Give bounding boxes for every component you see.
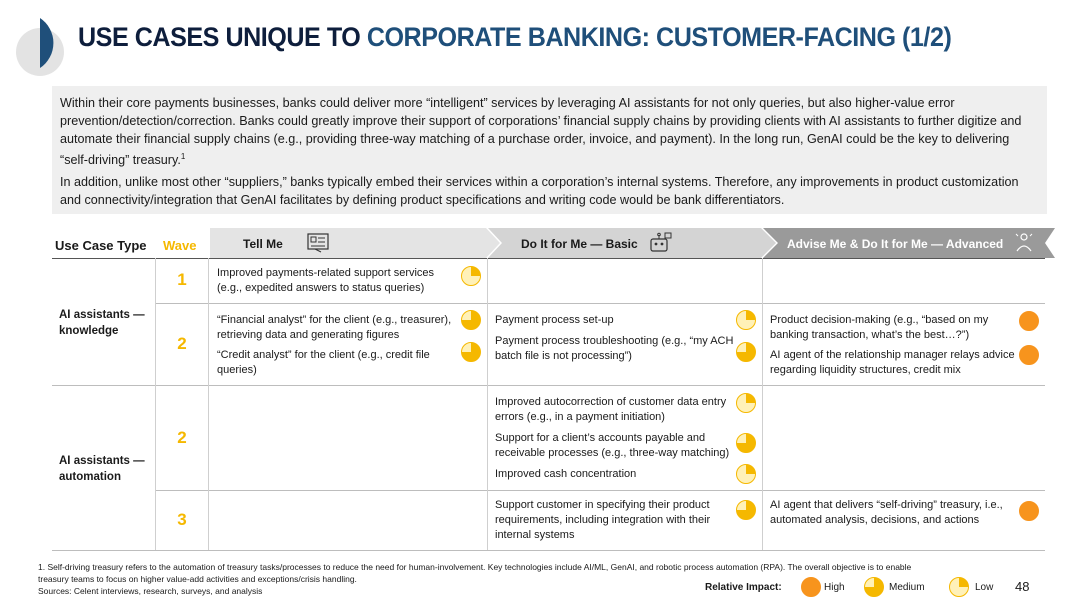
sources-line: Sources: Celent interviews, research, surveys, and analysis — [38, 586, 263, 596]
use-case-text: Payment process set-up — [495, 314, 614, 326]
use-case-text: Improved autocorrection of customer data entry errors (e.g., in a payment initiation) — [495, 396, 727, 423]
page-number: 48 — [1015, 579, 1030, 594]
use-case-text: “Credit analyst” for the client (e.g., credit file queries) — [217, 349, 430, 376]
impact-high-icon — [1018, 500, 1040, 527]
intro-paragraph-2: In addition, unlike most other “suppliers,” banks typically embed their services within a corporation’s internal systems. Therefore, any improvements in product customization and connectivity/integration that GenAI facilitates by defining product specifications and writing code would be bank differentiators. — [60, 175, 1019, 208]
title-prefix: USE CASES UNIQUE TO — [78, 22, 367, 52]
wave-header: Wave — [163, 238, 197, 253]
use-case-text: Support for a client’s accounts payable and receivable processes (e.g., three-way matching) — [495, 432, 730, 459]
wave-number: 2 — [177, 334, 187, 353]
impact-high-icon — [1018, 344, 1040, 371]
use-case-text: Improved payments-related support services (e.g., expedited answers to status queries) — [217, 267, 435, 294]
legend-high-icon — [800, 576, 822, 603]
impact-medium-icon — [735, 499, 757, 526]
column-header-advise-advanced: Advise Me & Do It for Me — Advanced — [787, 237, 1004, 251]
group-label-knowledge: AI assistants — knowledge — [59, 309, 145, 337]
person-idea-icon — [1013, 231, 1035, 258]
impact-low-icon — [460, 265, 482, 292]
use-case-text: “Financial analyst” for the client (e.g., treasurer), retrieving data and generating figures — [217, 314, 452, 341]
robot-icon — [648, 232, 672, 259]
column-divider — [487, 258, 488, 550]
impact-medium-icon — [735, 341, 757, 368]
intro-box — [52, 86, 1047, 214]
use-case-text: Improved cash concentration — [495, 468, 637, 480]
footnote-ref: 1 — [180, 152, 186, 161]
legend-low-label: Low — [975, 582, 994, 593]
column-header-tell-me: Tell Me — [243, 237, 283, 251]
intro-paragraph-1 — [60, 94, 1037, 169]
legend-high-label: High — [824, 582, 845, 593]
impact-high-icon — [1018, 310, 1040, 337]
footnote-line-2: treasury teams to focus on higher value-add activities and exceptions/crisis handling. — [38, 574, 357, 584]
wave-number: 1 — [177, 270, 187, 289]
impact-low-icon — [735, 392, 757, 419]
row-divider — [155, 303, 1045, 304]
row-divider — [155, 490, 1045, 491]
brand-logo — [10, 18, 70, 78]
column-header-do-it-basic: Do It for Me — Basic — [521, 237, 638, 251]
impact-low-icon — [735, 463, 757, 490]
legend-title: Relative Impact: — [705, 582, 782, 593]
footnote — [38, 561, 1038, 597]
use-case-text: AI agent of the relationship manager relays advice regarding liquidity structures, credit mix — [770, 349, 1015, 376]
column-divider — [762, 258, 763, 550]
impact-medium-icon — [735, 432, 757, 459]
title-highlight: CORPORATE BANKING: CUSTOMER-FACING (1/2) — [366, 22, 952, 52]
use-case-type-header: Use Case Type — [55, 238, 147, 253]
page-title — [78, 22, 951, 53]
impact-low-icon — [735, 309, 757, 336]
wave-number: 2 — [177, 428, 187, 447]
row-divider — [52, 385, 1045, 386]
impact-medium-icon — [460, 309, 482, 336]
use-case-text: AI agent that delivers “self-driving” treasury, i.e., automated analysis, decisions, and actions — [770, 499, 1003, 526]
group-label-automation: AI assistants — automation — [59, 455, 145, 483]
legend-low-icon — [948, 576, 970, 603]
intro-p1-text: Within their core payments businesses, banks could deliver more “intelligent” services by leveraging AI assistants for not only queries, but also higher-value error prevention/detection/correction. Banks could greatly improve their support of corporations’ financial supply chains by providing clients with AI assistants to further digitize and automate their financial supply chains (e.g., providing three-way matching of a purchase order, invoice, and payment). In the long run, GenAI could be the key to delivering “self-driving” treasury. — [60, 96, 1022, 168]
column-divider — [208, 258, 209, 550]
legend-medium-icon — [863, 576, 885, 603]
row-divider — [52, 550, 1045, 551]
row-divider — [52, 258, 1045, 259]
impact-medium-icon — [460, 341, 482, 368]
column-divider — [155, 258, 156, 550]
dashboard-icon — [307, 233, 329, 258]
use-case-text: Product decision-making (e.g., “based on my banking transaction, what’s the best…?”) — [770, 314, 989, 341]
use-case-text: Support customer in specifying their product requirements, including integration with their internal systems — [495, 499, 711, 541]
footnote-line-1: 1. Self-driving treasury refers to the automation of treasury tasks/processes to reduce the need for human-involvement. Key technologies include AI/ML, GenAI, and robotic process automation (RPA). The overall objective is to enable — [38, 562, 912, 572]
wave-number: 3 — [177, 510, 187, 529]
legend-medium-label: Medium — [889, 582, 925, 593]
use-case-text: Payment process troubleshooting (e.g., “my ACH batch file is not processing”) — [495, 335, 734, 362]
